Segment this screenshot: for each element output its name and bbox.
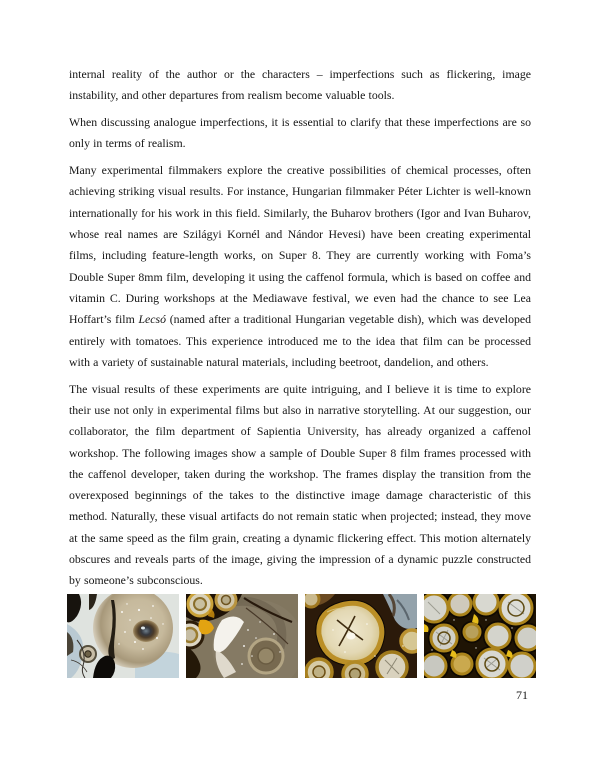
paragraph-2: When discussing analogue imperfections, it is essential to clarify that these imperfections are so only in terms of realism. [69, 115, 531, 151]
page-number: 71 [516, 688, 528, 702]
paragraph-1: internal reality of the author or the characters – imperfections such as flickering, image instability, and other departures from realism become valuable tools. [69, 67, 531, 103]
film-frame-image-4 [424, 594, 536, 678]
paragraph-3 [69, 160, 531, 373]
film-frame-3-graphic [305, 594, 417, 678]
film-frame-2-graphic [186, 594, 298, 678]
film-frame-4-graphic [424, 594, 536, 678]
film-frame-image-2 [186, 594, 298, 678]
paragraph-4: The visual results of these experiments are quite intriguing, and I believe it is time to explore their use not only in experimental films but also in narrative storytelling. At our suggestion, our collaborator, the film department of Sapientia University, has already organized a caffenol workshop. The following images show a sample of Double Super 8 film frames processed with the caffenol developer, taken during the workshop. The frames display the transition from the overexposed beginnings of the takes to the distinctive image damage characteristic of this method. Naturally, these visual artifacts do not remain static when projected; instead, they move at the same speed as the film grain, creating a dynamic flickering effect. This motion alternately obscures and reveals parts of the image, giving the impression of a dynamic puzzle constructed by someone’s subconscious. [69, 381, 531, 588]
film-frame-1-graphic [67, 594, 179, 678]
paragraph-3-text-continued: (named after a traditional Hungarian vegetable dish), which was developed entirely with tomatoes. This experience introduced me to the idea that film can be processed with a variety of sustainable natural materials, including beetroot, dandelion, and others. [69, 312, 532, 369]
paragraph-3-text: Many experimental filmmakers explore the creative possibilities of chemical processes, often achieving striking visual results. For instance, Hungarian filmmaker Péter Lichter is well-known internationally for his work in this field. Similarly, the Buharov brothers (Igor and Ivan Buharov, whose real names are Szilágyi Kornél and Nándor Hevesi) have been creating experimental films, including feature-length works, on Super 8. They are currently working with Foma’s Double Super 8mm film, developing it using the caffenol formula, which is based on coffee and vitamin C. During workshops at the Mediawave festival, we even had the chance to see Lea Hoffart’s film [69, 163, 531, 327]
page-body-text [69, 64, 531, 597]
film-title-lecso: Lecsó [138, 312, 166, 327]
film-frames-row [67, 594, 537, 678]
film-frame-image-1 [67, 594, 179, 678]
film-frame-image-3 [305, 594, 417, 678]
